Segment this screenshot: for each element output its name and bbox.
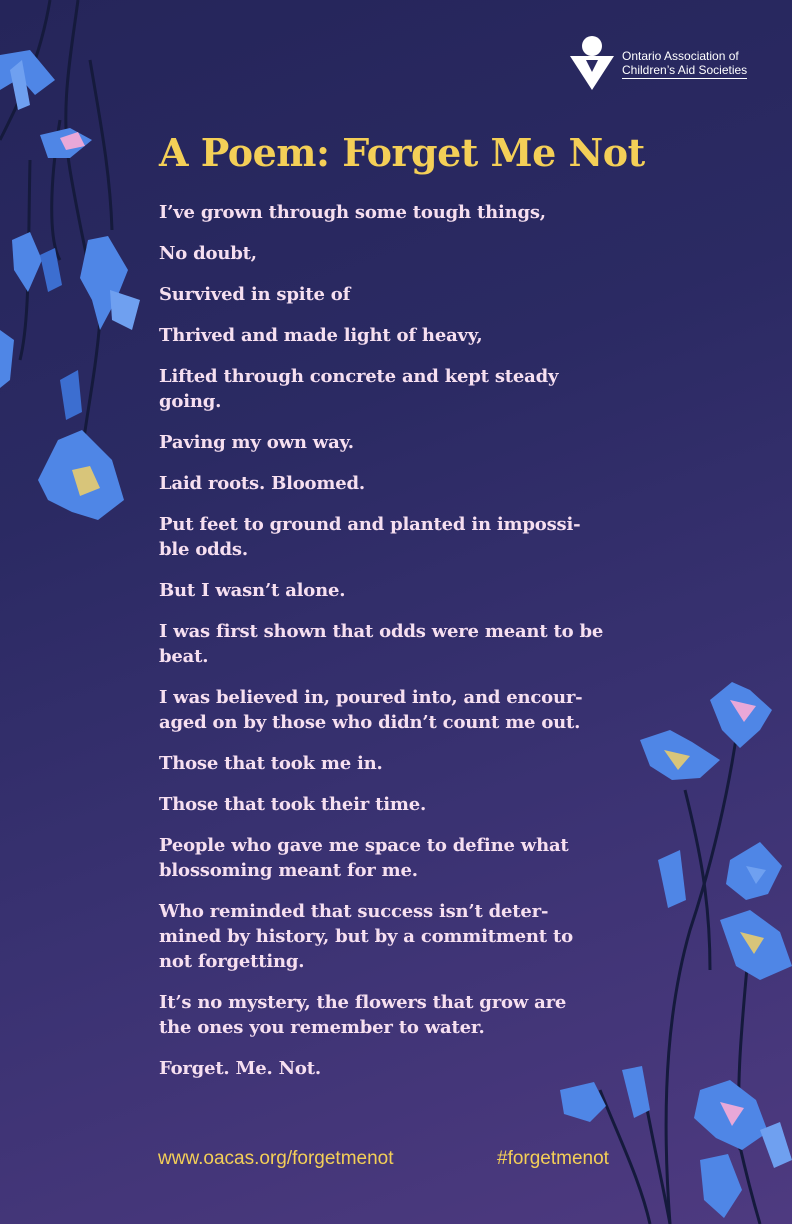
poem-line: Who reminded that success isn’t deter- mined by history, but by a commitment to not forgetting. <box>159 901 573 972</box>
oacas-logo-text <box>622 49 747 79</box>
poem-line: I’ve grown through some tough things, <box>159 202 546 223</box>
logo-line-1: Ontario Association of <box>622 49 739 63</box>
oacas-figure-icon <box>566 34 616 94</box>
poem-line: Forget. Me. Not. <box>159 1058 321 1079</box>
poem-line: People who gave me space to define what blossoming meant for me. <box>159 835 569 881</box>
poem-line: It’s no mystery, the flowers that grow are the ones you remember to water. <box>159 992 567 1038</box>
poem-line: I was first shown that odds were meant to be beat. <box>159 621 604 667</box>
poem-line: But I wasn’t alone. <box>159 580 346 601</box>
poem-line: Thrived and made light of heavy, <box>159 325 483 346</box>
poem-line: Those that took their time. <box>159 794 427 815</box>
poem-line: Those that took me in. <box>159 753 383 774</box>
poem-line: I was believed in, poured into, and encour- aged on by those who didn’t count me out. <box>159 687 583 733</box>
poem-line: Survived in spite of <box>159 284 351 305</box>
poem-line: Put feet to ground and planted in impossi- ble odds. <box>159 514 581 560</box>
left-flower-vine-illustration <box>0 0 150 560</box>
footer-url: www.oacas.org/forgetmenot <box>158 1148 394 1169</box>
footer-hashtag: #forgetmenot <box>497 1148 609 1169</box>
poem-line: Lifted through concrete and kept steady going. <box>159 366 559 412</box>
logo-line-2: Children’s Aid Societies <box>622 63 748 77</box>
poem-body <box>159 200 649 1097</box>
poem-title: A Poem: Forget Me Not <box>159 130 645 175</box>
oacas-logo <box>566 34 766 94</box>
poem-line: Laid roots. Bloomed. <box>159 473 365 494</box>
poem-line: Paving my own way. <box>159 432 354 453</box>
poem-line: No doubt, <box>159 243 257 264</box>
